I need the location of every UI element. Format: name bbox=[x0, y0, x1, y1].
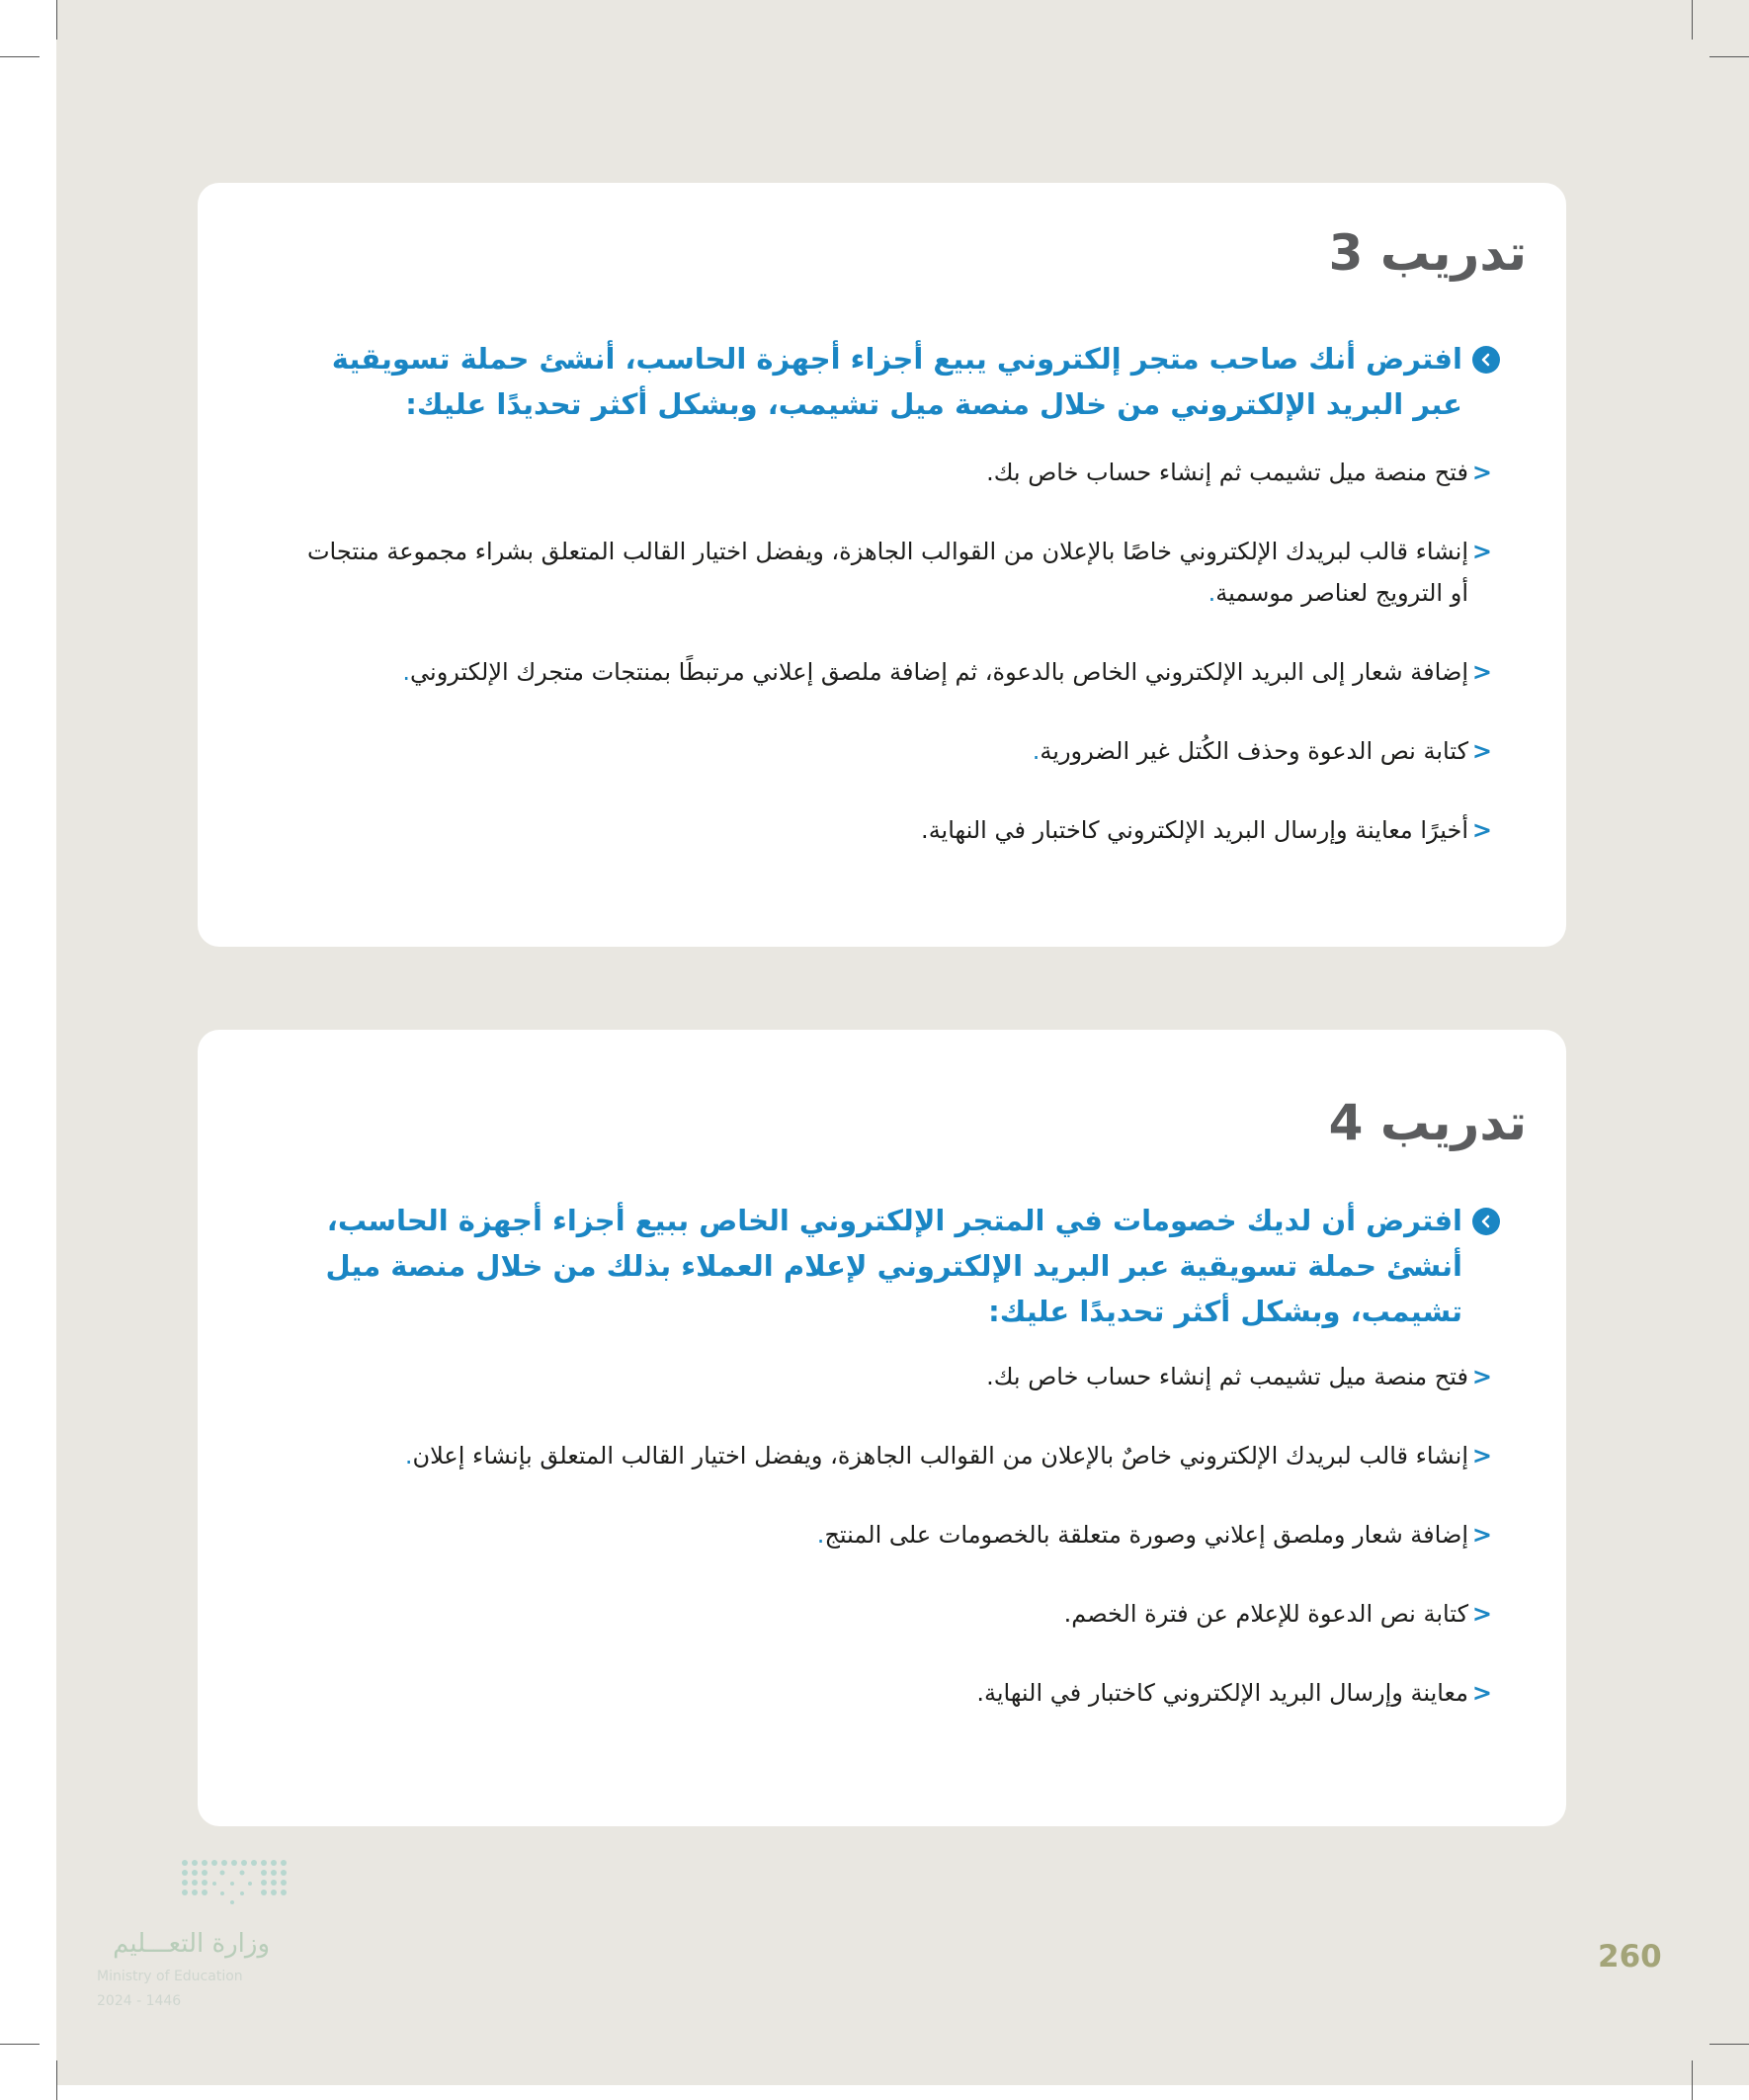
list-item bbox=[287, 1356, 1492, 1397]
chevron-left-icon: < bbox=[1471, 658, 1492, 686]
step-end: . bbox=[921, 816, 929, 844]
step-text: فتح منصة ميل تشيمب ثم إنشاء حساب خاص بك bbox=[993, 459, 1468, 486]
step-text: إضافة شعار وملصق إعلاني وصورة متعلقة بالخصومات على المنتج bbox=[824, 1521, 1468, 1549]
chevron-left-icon: < bbox=[1471, 1600, 1492, 1628]
list-item bbox=[287, 651, 1492, 693]
list-item bbox=[287, 1514, 1492, 1555]
exercise-card-4 bbox=[198, 1030, 1566, 1826]
chevron-left-icon: < bbox=[1471, 459, 1492, 486]
list-item bbox=[287, 730, 1492, 772]
chevron-circle-icon bbox=[1472, 346, 1500, 374]
step-text: كتابة نص الدعوة وحذف الكُتل غير الضرورية bbox=[1040, 737, 1468, 765]
list-item bbox=[287, 809, 1492, 851]
chevron-left-icon: < bbox=[1471, 1521, 1492, 1549]
chevron-left-icon: < bbox=[1471, 538, 1492, 565]
ministry-year: 2024 - 1446 bbox=[97, 1993, 182, 2009]
step-end: . bbox=[404, 1442, 413, 1470]
task-instruction bbox=[287, 336, 1492, 427]
step-text: أخيرًا معاينة وإرسال البريد الإلكتروني كاختبار في النهاية bbox=[928, 816, 1468, 844]
chevron-circle-icon bbox=[1472, 1208, 1500, 1235]
chevron-left-icon: < bbox=[1471, 1679, 1492, 1707]
task-text: افترض أنك صاحب متجر إلكتروني يبيع أجزاء أجهزة الحاسب، أنشئ حملة تسويقية عبر البريد الإلكتروني من خلال منصة ميل تشيمب، وبشكل أكثر تحديدًا عليك: bbox=[331, 342, 1462, 421]
step-end: . bbox=[816, 1521, 825, 1549]
page-number: 260 bbox=[1598, 1939, 1662, 1974]
step-end: . bbox=[986, 459, 994, 486]
crop-mark bbox=[56, 0, 57, 40]
crop-mark bbox=[0, 56, 40, 57]
task-text: افترض أن لديك خصومات في المتجر الإلكتروني الخاص ببيع أجزاء أجهزة الحاسب، أنشئ حملة تسويقية عبر البريد الإلكتروني لإعلام العملاء بذلك من خلال منصة ميل تشيمب، وبشكل أكثر تحديدًا عليك: bbox=[325, 1204, 1462, 1328]
steps-list bbox=[287, 1356, 1492, 1751]
task-instruction bbox=[287, 1198, 1492, 1334]
ministry-name-en: Ministry of Education bbox=[97, 1969, 243, 1984]
step-end: . bbox=[1063, 1600, 1072, 1628]
step-end: . bbox=[1032, 737, 1041, 765]
step-text: إنشاء قالب لبريدك الإلكتروني خاصًا بالإعلان من القوالب الجاهزة، ويفضل اختيار القالب المتعلق بشراء مجموعة منتجات أو الترويج لعناصر موسمية bbox=[306, 538, 1468, 607]
crop-mark bbox=[1692, 0, 1693, 40]
step-text: معاينة وإرسال البريد الإلكتروني كاختبار في النهاية bbox=[983, 1679, 1468, 1707]
chevron-left-icon: < bbox=[1471, 816, 1492, 844]
steps-list bbox=[287, 452, 1492, 888]
step-end: . bbox=[976, 1679, 984, 1707]
list-item bbox=[287, 1593, 1492, 1635]
crop-mark bbox=[1709, 2044, 1749, 2045]
step-end: . bbox=[402, 658, 411, 686]
list-item bbox=[287, 531, 1492, 614]
crop-mark bbox=[0, 2044, 40, 2045]
chevron-left-icon: < bbox=[1471, 1363, 1492, 1390]
step-end: . bbox=[1208, 579, 1216, 607]
ministry-name-ar: وزارة التعـــليم bbox=[113, 1929, 270, 1959]
crop-mark bbox=[1709, 56, 1749, 57]
list-item bbox=[287, 1672, 1492, 1714]
step-text: إضافة شعار إلى البريد الإلكتروني الخاص بالدعوة، ثم إضافة ملصق إعلاني مرتبطًا بمنتجات متجرك الإلكتروني bbox=[410, 658, 1468, 686]
step-text: كتابة نص الدعوة للإعلام عن فترة الخصم bbox=[1071, 1600, 1468, 1628]
step-text: فتح منصة ميل تشيمب ثم إنشاء حساب خاص بك bbox=[993, 1363, 1468, 1390]
step-end: . bbox=[986, 1363, 994, 1390]
exercise-title: تدريب 4 bbox=[1328, 1094, 1527, 1151]
chevron-left-icon: < bbox=[1471, 737, 1492, 765]
list-item bbox=[287, 452, 1492, 493]
step-text: إنشاء قالب لبريدك الإلكتروني خاصٌ بالإعلان من القوالب الجاهزة، ويفضل اختيار القالب المتعلق بإنشاء إعلان bbox=[412, 1442, 1468, 1470]
crop-mark bbox=[56, 2060, 57, 2100]
exercise-title: تدريب 3 bbox=[1328, 224, 1527, 282]
chevron-left-icon: < bbox=[1471, 1442, 1492, 1470]
crop-mark bbox=[1692, 2060, 1693, 2100]
list-item bbox=[287, 1435, 1492, 1476]
exercise-card-3 bbox=[198, 183, 1566, 947]
